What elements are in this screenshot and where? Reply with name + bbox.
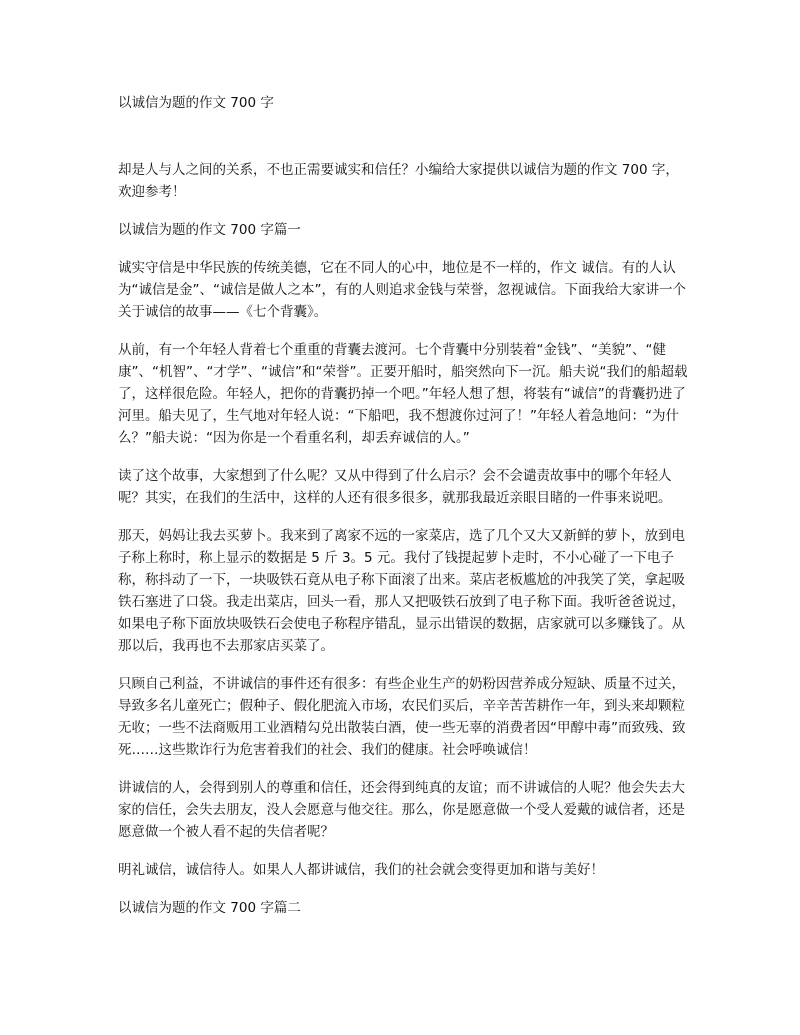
paragraph-2: 从前，有一个年轻人背着七个重重的背囊去渡河。七个背囊中分别装着“金钱”、“美貌”、“健康”、“机智”、“才学”、“诚信”和“荣誉”。正要开船时，船突然向下一沉。船夫说“我们的船超载了，这样很危险。年轻人，把你的背囊扔掉一个吧。”年轻人想了想，将装有“诚信”的背囊扔进了河里。船夫见了，生气地对年轻人说：“下船吧，我不想渡你过河了！”年轻人着急地问：“为什么？”船夫说：“因为你是一个看重名利，却丢弃诚信的人。” bbox=[118, 342, 688, 446]
paragraph-3: 读了这个故事，大家想到了什么呢？又从中得到了什么启示？会不会谴责故事中的哪个年轻人呢？其实，在我们的生活中，这样的人还有很多很多，就那我最近亲眼目睹的一件事来说吧。 bbox=[118, 468, 672, 506]
paragraph-1: 诚实守信是中华民族的传统美德，它在不同人的心中，地位是不一样的，作文 诚信。有的人认为“诚信是金”、“诚信是做人之本”，有的人则追求金钱与荣誉，忽视诚信。下面我给大家讲一个关于诚信的故事——《七个背囊》。 bbox=[118, 260, 686, 320]
intro-paragraph: 却是人与人之间的关系，不也正需要诚实和信任？小编给大家提供以诚信为题的作文 700 字，欢迎参考！ bbox=[118, 162, 679, 200]
paragraph-4: 那天，妈妈让我去买萝卜。我来到了离家不远的一家菜店，选了几个又大又新鲜的萝卜，放到电子称上称时，称上显示的数据是 5 斤 3。5 元。我付了钱提起萝卜走时，不小心碰了一下电子称，称抖动了一下，一块吸铁石竟从电子称下面滚了出来。菜店老板尴尬的冲我笑了笑，拿起吸铁石塞进了口袋。我走出菜店，回头一看，那人又把吸铁石放到了电子称下面。我听爸爸说过，如果电子称下面放块吸铁石会使电子称程序错乱，显示出错误的数据，店家就可以多赚钱了。从那以后，我再也不去那家店买菜了。 bbox=[118, 528, 685, 654]
paragraph-7: 明礼诚信，诚信待人。如果人人都讲诚信，我们的社会就会变得更加和谐与美好！ bbox=[118, 862, 604, 878]
section-heading-1: 以诚信为题的作文 700 字篇一 bbox=[118, 222, 301, 238]
paragraph-5: 只顾自己利益，不讲诚信的事件还有很多：有些企业生产的奶粉因营养成分短缺、质量不过关，导致多名儿童死亡；假种子、假化肥流入市场，农民们买后，辛辛苦苦耕作一年，到头来却颗粒无收；一些不法商贩用工业酒精勾兑出散装白酒，使一些无辜的消费者因“甲醇中毒”而致残、致死……这些欺诈行为危害着我们的社会、我们的健康。社会呼唤诚信！ bbox=[118, 676, 686, 758]
paragraph-6: 讲诚信的人，会得到别人的尊重和信任，还会得到纯真的友谊；而不讲诚信的人呢？他会失去大家的信任，会失去朋友，没人会愿意与他交往。那么，你是愿意做一个受人爱戴的诚信者，还是愿意做一个被人看不起的失信者呢？ bbox=[118, 780, 685, 840]
document-title: 以诚信为题的作文 700 字 bbox=[118, 95, 274, 111]
section-heading-2: 以诚信为题的作文 700 字篇二 bbox=[118, 900, 301, 916]
